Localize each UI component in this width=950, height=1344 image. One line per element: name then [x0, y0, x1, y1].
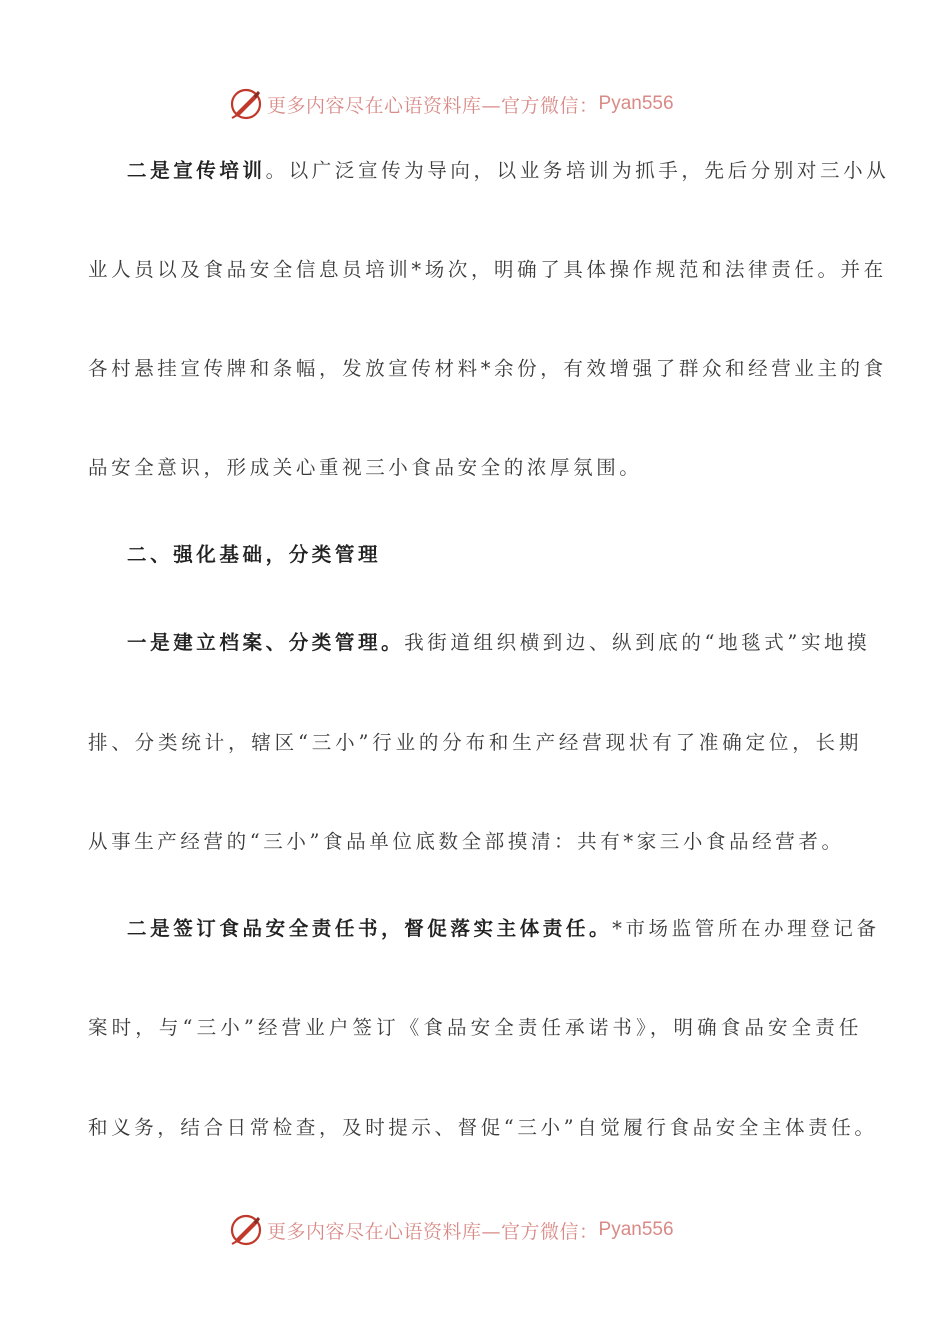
paragraph-2-line-1-text: 我街道组织横到边、纵到底的“地毯式”实地摸	[404, 631, 871, 654]
paragraph-1-line-4: 品安全意识，形成关心重视三小食品安全的浓厚氛围。	[88, 456, 643, 479]
paragraph-1-line-1-text: 。以广泛宣传为导向，以业务培训为抓手，先后分别对三小从	[265, 159, 890, 182]
paragraph-3-lead: 二是签订食品安全责任书，督促落实主体责任。	[127, 917, 613, 940]
paragraph-3-line-1-text: *市场监管所在办理登记备	[612, 917, 880, 940]
watermark-handle: Pyan556	[598, 93, 674, 114]
paragraph-1-line-1	[127, 156, 890, 186]
watermark-handle: Pyan556	[598, 1219, 674, 1240]
paragraph-2-line-1	[127, 628, 871, 658]
paragraph-3-line-3: 和义务，结合日常检查，及时提示、督促“三小”自觉履行食品安全主体责任。	[88, 1116, 878, 1139]
watermark-header	[229, 86, 674, 122]
paragraph-2-line-2: 排、分类统计，辖区“三小”行业的分布和生产经营现状有了准确定位，长期	[88, 731, 862, 754]
paragraph-2-line-3: 从事生产经营的“三小”食品单位底数全部摸清：共有*家三小食品经营者。	[88, 830, 845, 853]
watermark-text: 更多内容尽在心语资料库—官方微信：	[267, 94, 599, 117]
paragraph-1-line-2: 业人员以及食品安全信息员培训*场次，明确了具体操作规范和法律责任。并在	[88, 258, 887, 281]
watermark-text: 更多内容尽在心语资料库—官方微信：	[267, 1220, 599, 1243]
paragraph-3-line-1	[127, 914, 880, 944]
paragraph-2-lead: 一是建立档案、分类管理。	[127, 631, 405, 654]
section-heading: 二、强化基础，分类管理	[127, 543, 382, 566]
watermark-footer	[229, 1212, 674, 1248]
paragraph-3-line-2: 案时，与“三小”经营业户签订《食品安全责任承诺书》，明确食品安全责任	[88, 1016, 862, 1039]
paragraph-1-lead: 二是宣传培训	[127, 159, 266, 182]
pen-logo-icon	[229, 87, 263, 121]
pen-logo-icon	[229, 1213, 263, 1247]
paragraph-1-line-3: 各村悬挂宣传牌和条幅，发放宣传材料*余份，有效增强了群众和经营业主的食	[88, 357, 887, 380]
